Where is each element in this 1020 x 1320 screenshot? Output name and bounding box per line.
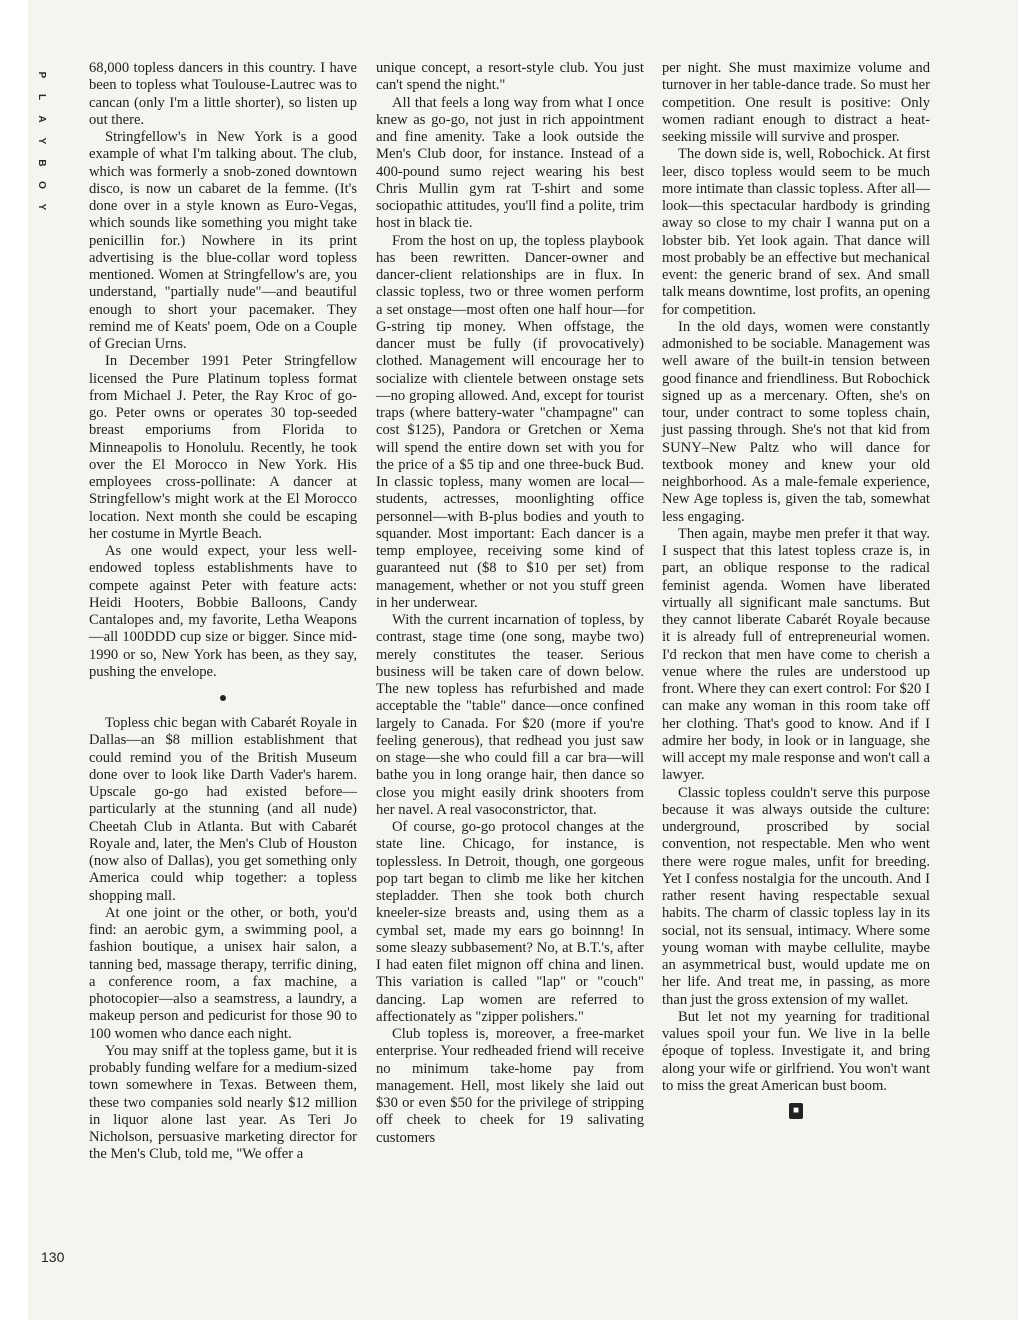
magazine-letter: A [36,115,47,123]
paragraph: per night. She must maximize volume and turnover in her table-dance trade. So must her competition. One result is positive: Only women radiant enough to distract a heat-seeking missile will survive and prosper. [662,60,930,145]
paragraph: 68,000 topless dancers in this country. I have been to topless what Toulouse-Lautrec was to cancan (only I'm a little shorter), so listen up out there. [89,60,357,128]
paragraph: The down side is, well, Robochick. At first leer, disco topless would seem to be much more intimate than classic topless. After all—look—this spectacular hardbody is grinding away so close to my chair I wanna put on a lobster bib. Yet look again. That dance will most probably be an effective but mechanical event: the generic brand of sex. And small talk means downtime, lost profits, an opening for competition. [662,146,930,318]
page-number: 130 [41,1249,65,1265]
section-break-bullet [89,681,357,715]
paragraph: All that feels a long way from what I once knew as go-go, not just in rich appointment and fine amenity. Take a look outside the Men's Club door, for instance. Instead of a 400-pound sumo reject wearing his best Chris Mullin gym rat T-shirt and some sociopathic attitudes, you'll find a polite, trim host in black tie. [376,94,644,232]
paragraph: You may sniff at the topless game, but it is probably funding welfare for a medium-sized town somewhere in Texas. Between them, these two companies sold nearly $12 million in liquor alone last year. As Teri Jo Nicholson, persuasive marketing director for the Men's Club, told me, "We offer a [89,1042,357,1163]
text-column-left [89,60,357,1164]
paragraph: But let not my yearning for traditional values spoil your fun. We live in la belle époque of topless. Investigate it, and bring along your wife or girlfriend. You won't want to miss the great American bust boom. [662,1008,930,1094]
paragraph: Stringfellow's in New York is a good example of what I'm talking about. The club, which was formerly a snob-zoned downtown disco, is now un cabaret de la femme. (It's done over in a style known as Euro-Vegas, which sounds like something you might take penicillin for.) Nowhere in its print advertising is the blue-collar word topless mentioned. Women at Stringfellow's are, you understand, "partially nude"—and beautiful enough to short your pacemaker. They remind me of Keats' poem, Ode on a Couple of Grecian Urns. [89,129,357,352]
magazine-letter: B [36,159,47,167]
text-column-middle [376,60,644,1147]
magazine-letter: O [36,181,47,189]
magazine-letter: L [36,93,47,101]
paragraph: Classic topless couldn't serve this purpose because it was always outside the culture: underground, proscribed by social convention, not respectable. Men who went there were rogue males, unfit for breeding. Yet I confess nostalgia for the uncouth. And I rather resent having respectable sexual habits. The charm of classic topless lay in its social, not its sensual, intimacy. Where some young woman with maybe cellulite, maybe an asymmetrical bust, would update me on her life. And treat me, in passing, as more than just the gross extension of my wallet. [662,784,930,1008]
paragraph: Topless chic began with Cabarét Royale in Dallas—an $8 million establishment that could remind you of the British Museum done over to look like Darth Vader's harem. Upscale go-go had existed before—particularly at the stunning (and all nude) Cheetah Club in Atlanta. But with Cabarét Royale and, later, the Men's Club of Houston (now also of Dallas), you get something only America could whip together: a topless shopping mall. [89,715,357,904]
paragraph: Then again, maybe men prefer it that way. I suspect that this latest topless craze is, in part, an oblique response to the radical feminist agenda. Women have liberated virtually all significant male sanctums. But they cannot liberate Cabarét Royale because it is already full of entrepreneurial women. I'd reckon that men have come to cherish a venue where the rules are understood up front. Where they can exert control: For $20 I can make any woman in this room take off her clothing. That's good to know. And if I admire her body, in look or in language, she will accept my male response and won't call a lawyer. [662,525,930,784]
magazine-letter: Y [36,137,47,145]
magazine-letter: P [36,71,47,79]
paragraph: As one would expect, your less well-endowed topless establishments have to compete against Peter with feature acts: Heidi Hooters, Bobbie Balloons, Candy Cantalopes and, my favorite, Letha Weapons—all 100DDD cup size or bigger. Since mid-1990 or so, New York has been, as they say, pushing the envelope. [89,543,357,680]
magazine-name-vertical [28,64,47,218]
paragraph: In December 1991 Peter Stringfellow licensed the Pure Platinum topless format from Michael J. Peter, the Ray Kroc of go-go. Peter owns or operates 30 top-seeded breast emporiums from Florida to Minneapolis to Honolulu. Recently, he took over the El Morocco in New York. His employees cross-pollinate: A dancer at Stringfellow's might work at the El Morocco location. Next month she could be escaping her costume in Myrtle Beach. [89,353,357,542]
paragraph: Club topless is, moreover, a free-market enterprise. Your redheaded friend will receive no minimum take-home pay from management. Hell, most likely she laid out $30 or even $50 for the privilege of stripping off cheek to cheek for 19 salivating customers [376,1026,644,1146]
paragraph: From the host on up, the topless playbook has been rewritten. Dancer-owner and dancer-client relationships are in flux. In classic topless, two or three women perform a set onstage—most often one half hour—for G-string tip money. When offstage, the dancer must be fully (if provocatively) clothed. Management will encourage her to socialize with clientele between onstage sets—no groping allowed. And, except for tourist traps (where battery-water "champagne" can cost $125), Pandora or Gretchen or Xema will spend the entire down set with you for the price of a $5 tip and one three-buck Bud. In classic topless, many women are local—students, actresses, moonlighting office personnel—with B-plus bodies and youth to squander. Most important: Each dancer is a temp employee, receiving some kind of guaranteed nut ($8 to $10 per set) from management, whether or not you stuff green in her underwear. [376,232,644,611]
paragraph: With the current incarnation of topless, by contrast, stage time (one song, maybe two) merely constitutes the teaser. Serious business will be taken care of down below. The new topless has refurbished and made acceptable the "table" dance—once confined largely to Canada. For $20 (more if you're feeling generous), that redhead you just saw on stage—she who could fill a car bra—will bathe you in long orange hair, then dance so close you might easily drink shooters from her navel. A real vasoconstrictor, that. [376,612,644,818]
paragraph: Of course, go-go protocol changes at the state line. Chicago, for instance, is toplessless. In Detroit, though, one gorgeous pop tart began to climb me like her kitchen stepladder. Then she took both church kneeler-size breasts and, using them as a cymbal set, made my ears go boinnng! In some sleazy subbasement? No, at B.T.'s, after I had eaten filet mignon off china and linen. This variation is called "lap" or "couch" dancing. Lap women are referred to affectionately as "zipper polishers." [376,819,644,1025]
paragraph: In the old days, women were constantly admonished to be sociable. Management was well aware of the built-in tension between good finance and friendliness. But Robochick signed up as a mercenary. Often, she's on tour, under contract to some topless chain, just passing through. She's not that kid from SUNY–New Paltz who will dance for textbook money and knew your old neighborhood. As a male-female experience, New Age topless is, given the tab, somewhat less engaging. [662,318,930,525]
magazine-letter: Y [36,203,47,211]
rabbit-head-end-mark-icon: ■ [789,1103,803,1119]
paragraph: At one joint or the other, or both, you'd find: an aerobic gym, a swimming pool, a fashion boutique, a unisex hair salon, a tanning bed, massage therapy, terrific dining, a conference room, a fax machine, a photocopier—also a seamstress, a laundry, a makeup person and pedicurist for those 90 to 100 women who dance each night. [89,904,357,1042]
text-column-right [662,60,930,1119]
bullet-dot [220,695,226,701]
paragraph: unique concept, a resort-style club. You just can't spend the night." [376,60,644,94]
